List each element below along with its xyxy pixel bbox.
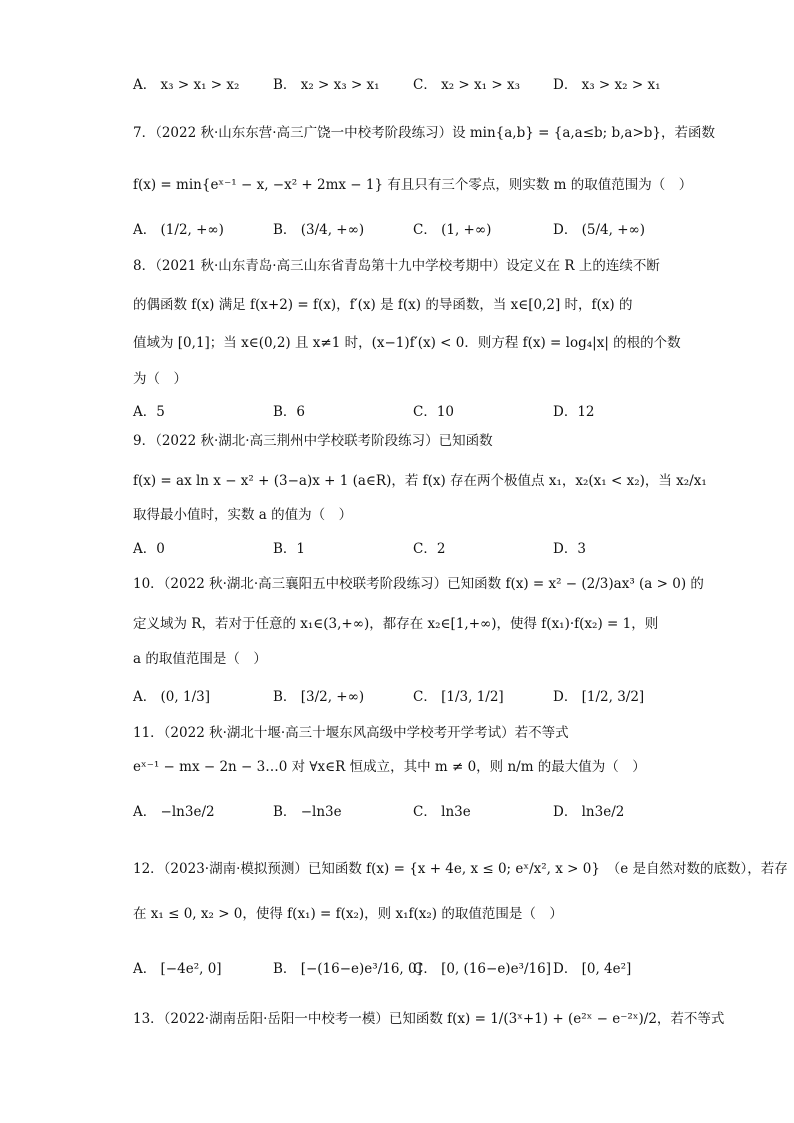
option-d: D． x₃ > x₂ > x₁ — [553, 77, 661, 93]
q11-line-1: 11．（2022 秋·湖北十堰·高三十堰东风高级中学校考开学考试）若不等式 — [133, 725, 569, 741]
q9-line-3: 取得最小值时，实数 a 的值为（ ） — [133, 507, 353, 523]
option-row — [133, 218, 693, 238]
option-d: D． ln3e/2 — [553, 804, 625, 820]
option-a: A． x₃ > x₁ > x₂ — [133, 77, 240, 93]
q8-line-2: 的偶函数 f(x) 满足 f(x+2) = f(x)，f′(x) 是 f(x) 的导函数，当 x∈[0,2] 时，f(x) 的 — [133, 297, 633, 313]
q10-line-3: a 的取值范围是（ ） — [133, 651, 267, 667]
q12-line-2: 在 x₁ ≤ 0, x₂ > 0，使得 f(x₁) = f(x₂)，则 x₁f(x₂) 的取值范围是（ ） — [133, 906, 563, 922]
option-a: A． (1/2, +∞) — [133, 222, 224, 238]
option-b: B．6 — [273, 404, 306, 420]
q8-line-1: 8．（2021 秋·山东青岛·高三山东省青岛第十九中学校考期中）设定义在 R 上的连续不断 — [133, 258, 660, 274]
option-b: B． [3/2, +∞) — [273, 689, 365, 705]
option-row — [133, 537, 693, 557]
option-d: D． [1/2, 3/2] — [553, 689, 645, 705]
option-c: C．10 — [413, 404, 455, 420]
option-row — [133, 400, 693, 420]
option-c: C． ln3e — [413, 804, 471, 820]
option-c: C． [0, (16−e)e³/16] — [413, 961, 551, 977]
q7-line-2: f(x) = min{eˣ⁻¹ − x, −x² + 2mx − 1} 有且只有三个零点，则实数 m 的取值范围为（ ） — [133, 177, 693, 193]
option-c: C．2 — [413, 541, 446, 557]
option-c: C． (1, +∞) — [413, 222, 492, 238]
option-row — [133, 957, 693, 977]
option-row — [133, 800, 693, 820]
option-b: B． [−(16−e)e³/16, 0] — [273, 961, 422, 977]
q8-line-3: 值域为 [0,1]；当 x∈(0,2) 且 x≠1 时，(x−1)f′(x) < 0．则方程 f(x) = log₄|x| 的根的个数 — [133, 335, 681, 351]
option-b: B． x₂ > x₃ > x₁ — [273, 77, 380, 93]
q10-line-1: 10．（2022 秋·湖北·高三襄阳五中校联考阶段练习）已知函数 f(x) = x² − (2/3)ax³ (a > 0) 的 — [133, 576, 704, 592]
option-a: A．5 — [133, 404, 165, 420]
option-a: A．0 — [133, 541, 165, 557]
q12-line-1: 12．（2023·湖南·模拟预测）已知函数 f(x) = {x + 4e, x ≤ 0; eˣ/x², x > 0} （e 是自然对数的底数），若存 — [133, 861, 788, 877]
q11-line-2: eˣ⁻¹ − mx − 2n − 3…0 对 ∀x∈R 恒成立，其中 m ≠ 0，则 n/m 的最大值为（ ） — [133, 759, 646, 775]
q8-line-4: 为（ ） — [133, 371, 187, 387]
q13-line-1: 13．（2022·湖南岳阳·岳阳一中校考一模）已知函数 f(x) = 1/(3ˣ+1) + (e²ˣ − e⁻²ˣ)/2，若不等式 — [133, 1011, 725, 1027]
option-c: C． [1/3, 1/2] — [413, 689, 504, 705]
option-b: B．1 — [273, 541, 306, 557]
option-row — [133, 73, 693, 93]
option-d: D． [0, 4e²] — [553, 961, 632, 977]
option-d: D．3 — [553, 541, 586, 557]
option-c: C． x₂ > x₁ > x₃ — [413, 77, 520, 93]
option-d: D． (5/4, +∞) — [553, 222, 646, 238]
option-a: A． (0, 1/3] — [133, 689, 210, 705]
q9-line-1: 9．（2022 秋·湖北·高三荆州中学校联考阶段练习）已知函数 — [133, 433, 493, 449]
option-b: B． (3/4, +∞) — [273, 222, 365, 238]
option-b: B． −ln3e — [273, 804, 342, 820]
q7-line-1: 7．（2022 秋·山东东营·高三广饶一中校考阶段练习）设 min{a,b} = {a,a≤b; b,a>b}，若函数 — [133, 125, 716, 141]
option-d: D．12 — [553, 404, 595, 420]
q10-line-2: 定义域为 R，若对于任意的 x₁∈(3,+∞)，都存在 x₂∈[1,+∞)，使得 f(x₁)·f(x₂) = 1，则 — [133, 616, 659, 632]
option-row — [133, 685, 693, 705]
q9-line-2: f(x) = ax ln x − x² + (3−a)x + 1 (a∈R)，若 f(x) 存在两个极值点 x₁，x₂(x₁ < x₂)，当 x₂/x₁ — [133, 473, 707, 489]
option-a: A． −ln3e/2 — [133, 804, 215, 820]
option-a: A． [−4e², 0] — [133, 961, 222, 977]
